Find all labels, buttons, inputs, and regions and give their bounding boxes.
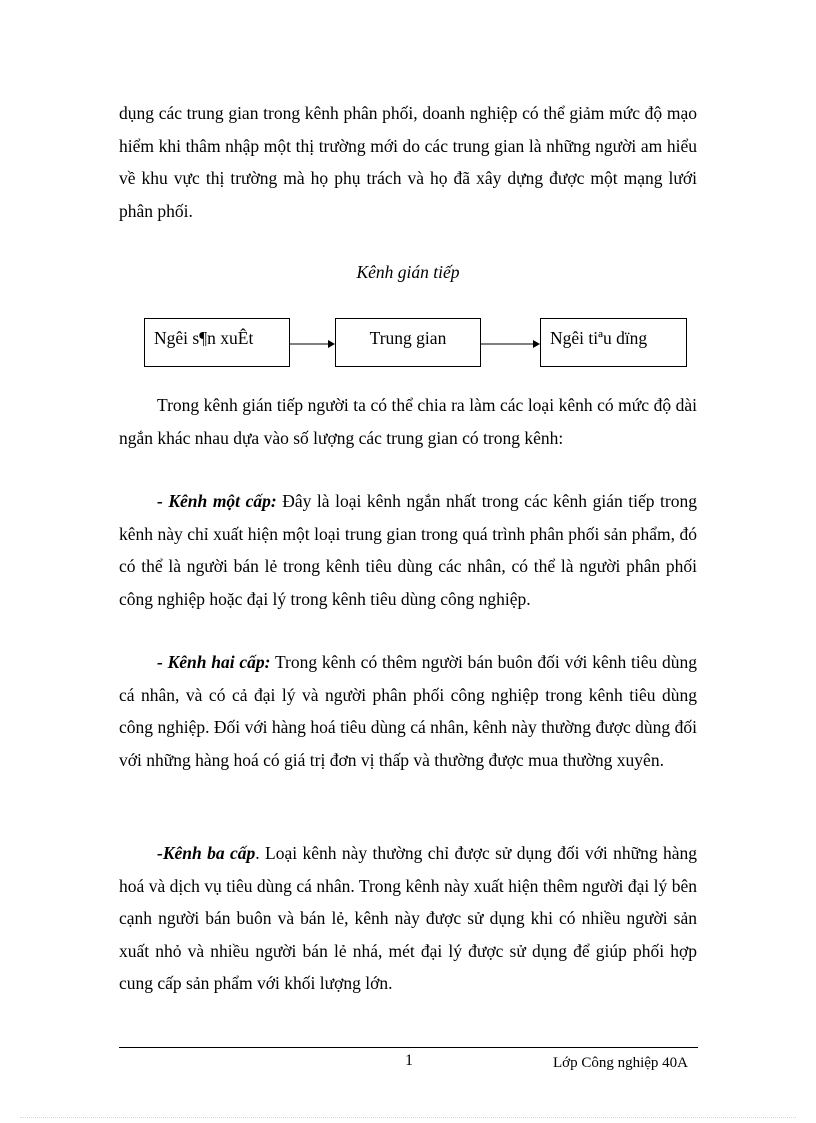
two-level-text: Trong kênh có thêm người bán buôn đối với kênh tiêu dùng cá nhân, và có cả đại lý và người phân phối công nghiệp trong kênh tiêu dùng công nghiệp. Đối với hàng hoá tiêu dùng cá nhân, kênh này thường được dùng đối với những hàng hoá có giá trị đơn vị thấp và thường được mua thường xuyên. xyxy=(119,652,697,770)
arrow-right-icon xyxy=(290,338,335,350)
producer-box: Ngêi s¶n xuÊt xyxy=(144,318,290,367)
three-level-channel-paragraph xyxy=(119,837,697,1000)
one-level-term: - Kênh một cấp: xyxy=(157,491,277,511)
two-level-channel-paragraph xyxy=(119,646,697,776)
page-number: 1 xyxy=(405,1052,413,1069)
footer-divider xyxy=(119,1047,698,1048)
three-level-term: -Kênh ba cấp xyxy=(157,843,256,863)
arrow-right-icon xyxy=(481,338,540,350)
consumer-box: Ngêi tiªu dïng xyxy=(540,318,687,367)
one-level-channel-paragraph xyxy=(119,485,697,615)
two-level-term: - Kênh hai cấp: xyxy=(157,652,271,672)
intermediary-box: Trung gian xyxy=(335,318,481,367)
page-bottom-edge xyxy=(20,1117,796,1118)
intro-paragraph: dụng các trung gian trong kênh phân phối, doanh nghiệp có thể giảm mức độ mạo hiểm khi thâm nhập một thị trường mới do các trung gian là những người am hiểu về khu vực thị trường mà họ phụ trách và họ đã xây dựng được một mạng lưới phân phối. xyxy=(119,103,697,221)
footer-class-label: Lớp Công nghiệp 40A xyxy=(553,1055,689,1071)
indirect-channel-paragraph: Trong kênh gián tiếp người ta có thể chia ra làm các loại kênh có mức độ dài ngắn khác nhau dựa vào số lượng các trung gian có trong kênh: xyxy=(119,395,697,448)
one-level-text: Đây là loại kênh ngắn nhất trong các kênh gián tiếp trong kênh này chỉ xuất hiện một loại trung gian trong quá trình phân phối sản phẩm, đó có thể là người bán lẻ trong kênh tiêu dùng các nhân, có thể là người phân phối công nghiệp hoặc đại lý trong kênh tiêu dùng công nghiệp. xyxy=(119,491,697,609)
diagram-title: Kênh gián tiếp xyxy=(356,262,460,282)
three-level-text: . Loại kênh này thường chỉ được sử dụng đối với những hàng hoá và dịch vụ tiêu dùng cá nhân. Trong kênh này xuất hiện thêm người đại lý bên cạnh người bán buôn và bán lẻ, kênh này được sử dụng khi có nhiều người sản xuất nhỏ và nhiều người bán lẻ nhá, mét đại lý được sử dụng để giúp phối hợp cung cấp sản phẩm với khối lượng lớn. xyxy=(119,843,697,993)
